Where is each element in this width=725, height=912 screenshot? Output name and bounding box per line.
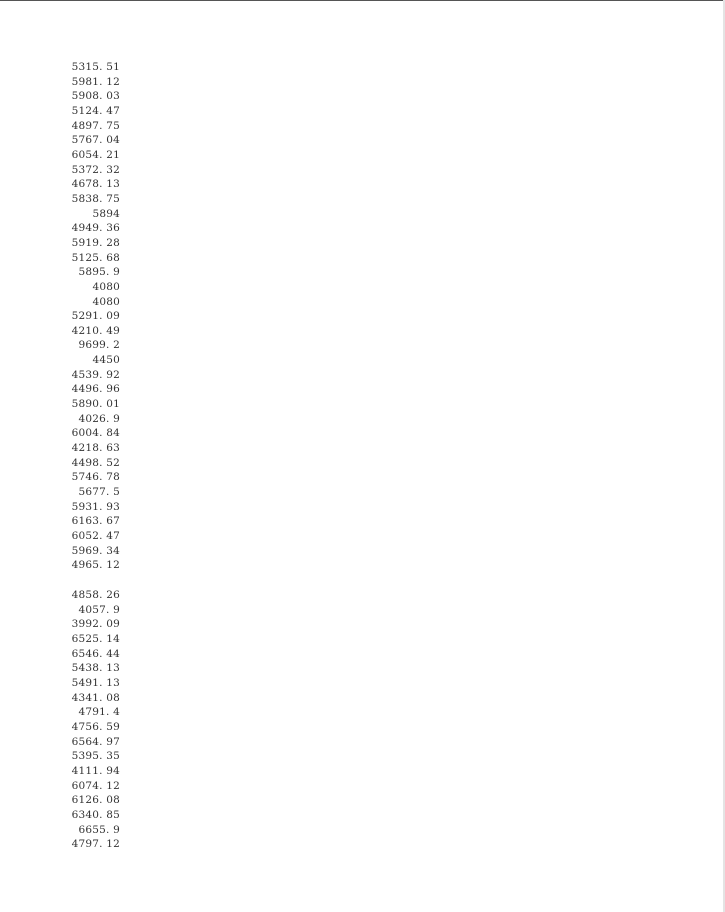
- value-cell: 4539. 92: [71, 368, 120, 381]
- value-cell: 5372. 32: [71, 163, 120, 176]
- value-cell: 4450: [92, 354, 120, 367]
- value-cell: 6054. 21: [71, 148, 120, 161]
- value-cell: 3992. 09: [71, 618, 120, 631]
- value-cell: 6052. 47: [71, 530, 120, 542]
- value-cell: 4210. 49: [71, 324, 120, 337]
- value-cell: 4797. 12: [71, 838, 120, 851]
- value-cell: 5919. 28: [71, 236, 120, 249]
- value-cell: 5908. 03: [71, 90, 120, 103]
- value-cell: 5746. 78: [71, 471, 120, 484]
- value-cell: 5438. 13: [71, 662, 120, 675]
- value-cell: 5491. 13: [71, 676, 120, 689]
- values-column-block-1: [62, 60, 120, 573]
- value-cell: 4111. 94: [71, 764, 120, 777]
- value-cell: 5838. 75: [71, 192, 120, 205]
- value-cell: 6340. 85: [71, 808, 120, 821]
- value-cell: 5895. 9: [78, 266, 120, 279]
- value-cell: 5969. 34: [71, 544, 120, 557]
- value-cell: 5124. 47: [71, 104, 120, 117]
- value-cell: 6163. 67: [71, 515, 120, 528]
- value-cell: 9699. 2: [78, 339, 120, 352]
- value-cell: 6004. 84: [71, 427, 120, 440]
- values-column-block-2: [62, 588, 120, 852]
- value-cell: 4858. 26: [71, 589, 120, 601]
- value-cell: 6655. 9: [78, 823, 120, 836]
- value-cell: 5395. 35: [71, 750, 120, 763]
- value-cell: 4678. 13: [71, 178, 120, 191]
- value-cell: 4498. 52: [71, 456, 120, 469]
- value-cell: 4756. 59: [71, 720, 120, 733]
- value-cell: 5125. 68: [71, 251, 120, 264]
- value-cell: 6525. 14: [71, 632, 120, 645]
- value-cell: 5890. 01: [71, 398, 120, 411]
- value-cell: 6126. 08: [71, 794, 120, 807]
- value-cell: 4496. 96: [71, 383, 120, 396]
- value-cell: 4057. 9: [78, 603, 120, 616]
- value-cell: 5981. 12: [71, 75, 120, 88]
- value-cell: 4026. 9: [78, 412, 120, 425]
- value-cell: 4341. 08: [71, 691, 120, 704]
- value-cell: 4080: [92, 280, 120, 293]
- value-cell: 6074. 12: [71, 779, 120, 792]
- value-cell: 4965. 12: [71, 559, 120, 572]
- value-cell: 4218. 63: [71, 442, 120, 455]
- value-cell: 5315. 51: [71, 61, 120, 73]
- value-cell: 4791. 4: [78, 706, 120, 719]
- value-cell: 5767. 04: [71, 134, 120, 147]
- value-cell: 6564. 97: [71, 735, 120, 748]
- value-cell: 4949. 36: [71, 222, 120, 235]
- value-cell: 5291. 09: [71, 310, 120, 323]
- value-cell: 5894: [92, 207, 120, 220]
- page-top-border: [0, 0, 725, 1]
- value-cell: 4897. 75: [71, 119, 120, 132]
- value-cell: 6546. 44: [71, 647, 120, 660]
- value-cell: 5677. 5: [78, 486, 120, 499]
- value-cell: 4080: [92, 295, 120, 308]
- value-cell: 5931. 93: [71, 500, 120, 513]
